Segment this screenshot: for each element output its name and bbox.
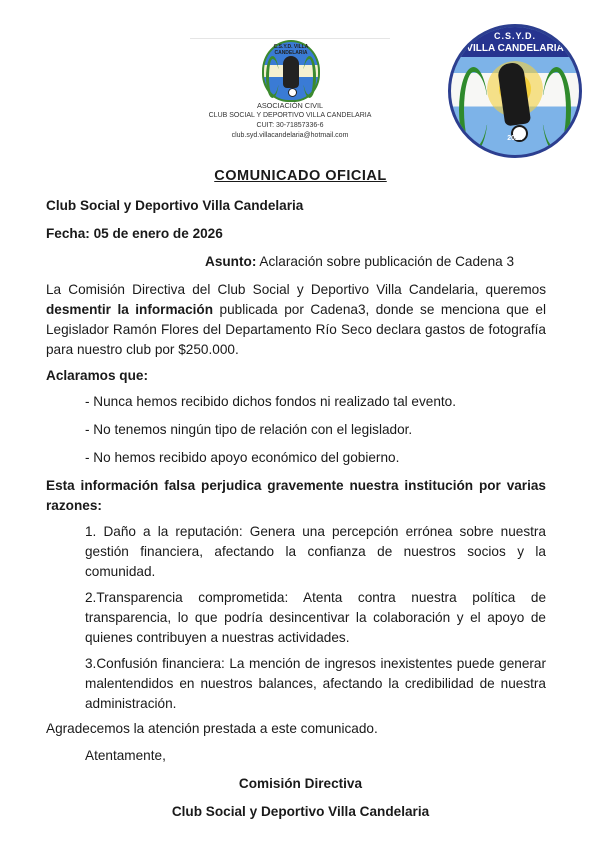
- closing: Atentamente,: [85, 748, 166, 763]
- clarify-item: - No tenemos ningún tipo de relación con el legislador.: [85, 422, 413, 437]
- intro-paragraph: [46, 280, 546, 360]
- player-icon: [283, 56, 299, 88]
- small-logo-text: C.S.Y.D. VILLA CANDELARIA: [273, 44, 309, 56]
- signature-line-2: Club Social y Deportivo Villa Candelaria: [171, 804, 430, 819]
- clarify-heading: Aclaramos que:: [46, 368, 148, 383]
- date: Fecha: 05 de enero de 2026: [46, 226, 223, 241]
- intro-part2: publicada por Cadena3, donde se menciona que el Legislador Ramón Flores del Departamento Río Seco declara gastos de fotografía para nuestro club por $250.000.: [46, 302, 546, 357]
- subject-label: Asunto:: [205, 254, 257, 269]
- reasons-heading: Esta información falsa perjudica gravemente nuestra institución por varias razones:: [46, 478, 546, 513]
- clarify-item: - Nunca hemos recibido dichos fondos ni realizado tal evento.: [85, 394, 457, 409]
- reason-item: 2.Transparencia comprometida: Atenta contra nuestra política de transparencia, lo que podría desincentivar la colaboración y el apoyo de quienes contribuyen a nuestras actividades.: [85, 590, 546, 645]
- ball-icon: [288, 88, 297, 97]
- reason-item: 3.Confusión financiera: La mención de ingresos inexistentes puede generar malentendidos en nuestros balances, afectando la credibilidad de nuestra administración.: [85, 656, 546, 711]
- intro-part1: La Comisión Directiva del Club Social y Deportivo Villa Candelaria, queremos: [46, 282, 546, 297]
- page-title: COMUNICADO OFICIAL: [214, 168, 387, 184]
- signature-line-1: Comisión Directiva: [238, 776, 363, 791]
- subject: [205, 252, 514, 272]
- email: club.syd.villacandelaria@hotmail.com: [231, 132, 349, 139]
- intro-bold: desmentir la información: [46, 302, 214, 317]
- cuit: CUIT: 30-71857336-6: [256, 122, 324, 129]
- emblem-title-1: C.S.Y.D.: [493, 31, 536, 41]
- club-logo-small: [262, 40, 320, 102]
- laurel-left-icon: [266, 56, 279, 98]
- emblem-year: 2024: [507, 135, 523, 142]
- association-label: ASOCIACIÓN CIVIL: [256, 101, 324, 110]
- laurel-right-icon: [303, 56, 316, 98]
- club-name: Club Social y Deportivo Villa Candelaria: [46, 198, 304, 213]
- emblem-title-2: VILLA CANDELARIA: [466, 43, 564, 54]
- club-emblem: [448, 24, 582, 158]
- thanks: Agradecemos la atención prestada a este comunicado.: [46, 721, 378, 736]
- subject-text: Aclaración sobre publicación de Cadena 3: [259, 254, 515, 269]
- clarify-item: - No hemos recibido apoyo económico del gobierno.: [85, 450, 400, 465]
- letterhead-divider: [190, 38, 390, 39]
- club-line: CLUB SOCIAL Y DEPORTIVO VILLA CANDELARIA: [208, 112, 372, 119]
- reason-item: 1. Daño a la reputación: Genera una percepción errónea sobre nuestra gestión financiera, afectando la confianza de nuestros socios y la comunidad.: [85, 524, 546, 579]
